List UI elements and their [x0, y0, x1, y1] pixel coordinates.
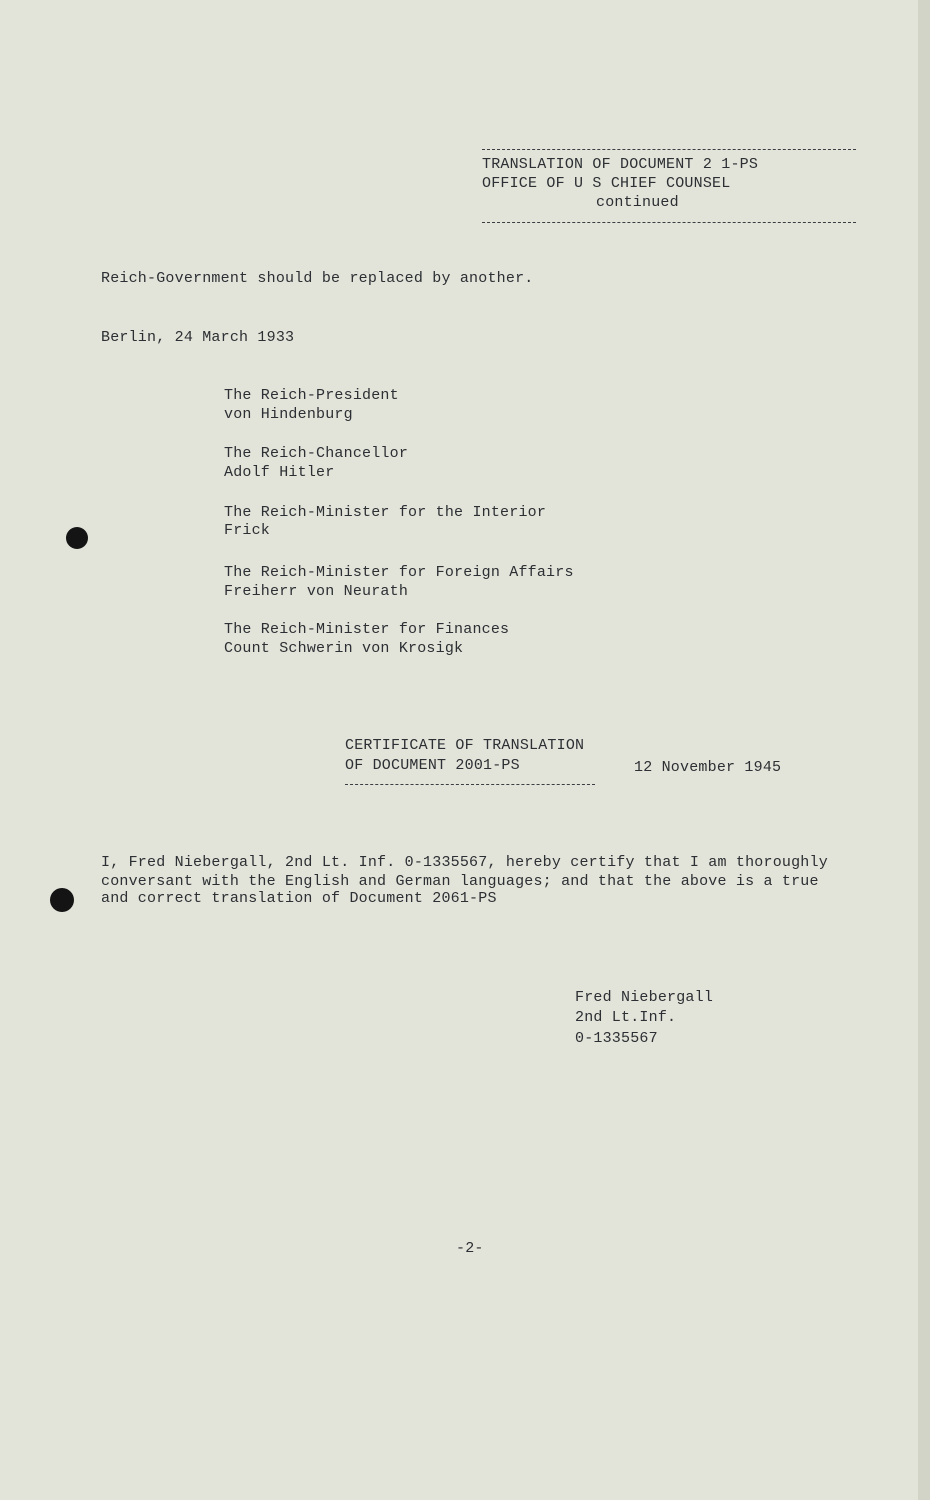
header-bottom-rule — [482, 222, 856, 223]
signatory-name: von Hindenburg — [224, 406, 353, 423]
certificate-underline — [345, 784, 595, 785]
signatory-title: The Reich-Minister for Foreign Affairs — [224, 564, 574, 581]
page-number: -2- — [456, 1240, 484, 1257]
signatory-title: The Reich-Minister for the Interior — [224, 504, 547, 521]
certificate-statement-line-2: conversant with the English and German languages; and that the above is a true — [101, 873, 819, 890]
certificate-statement-line-1: I, Fred Niebergall, 2nd Lt. Inf. 0-1335567, hereby certify that I am thoroughly — [101, 854, 828, 871]
signatory-title: The Reich-President — [224, 387, 399, 404]
signatory-title: The Reich-Minister for Finances — [224, 621, 510, 638]
signature-name: Fred Niebergall — [575, 989, 714, 1006]
signatory-name: Count Schwerin von Krosigk — [224, 640, 464, 657]
header-line-2: OFFICE OF U S CHIEF COUNSEL — [482, 175, 731, 192]
signatory-title: The Reich-Chancellor — [224, 445, 409, 462]
page-edge — [918, 0, 930, 1500]
certificate-statement-line-3: and correct translation of Document 2061-PS — [101, 890, 497, 907]
signatory-name: Freiherr von Neurath — [224, 583, 409, 600]
place-date: Berlin, 24 March 1933 — [101, 329, 295, 346]
certificate-heading-line-1: CERTIFICATE OF TRANSLATION — [345, 737, 585, 754]
signatory-name: Adolf Hitler — [224, 464, 335, 481]
signature-rank: 2nd Lt.Inf. — [575, 1009, 677, 1026]
punch-hole — [66, 527, 88, 549]
certificate-date: 12 November 1945 — [634, 759, 782, 776]
opening-line: Reich-Government should be replaced by another. — [101, 270, 534, 287]
certificate-heading-line-2: OF DOCUMENT 2001-PS — [345, 757, 520, 774]
header-line-3: continued — [596, 194, 679, 211]
signatory-name: Frick — [224, 522, 271, 539]
header-line-1: TRANSLATION OF DOCUMENT 2 1-PS — [482, 156, 759, 173]
header-top-rule — [482, 149, 856, 150]
signature-serial: 0-1335567 — [575, 1030, 658, 1047]
punch-hole — [50, 888, 74, 912]
